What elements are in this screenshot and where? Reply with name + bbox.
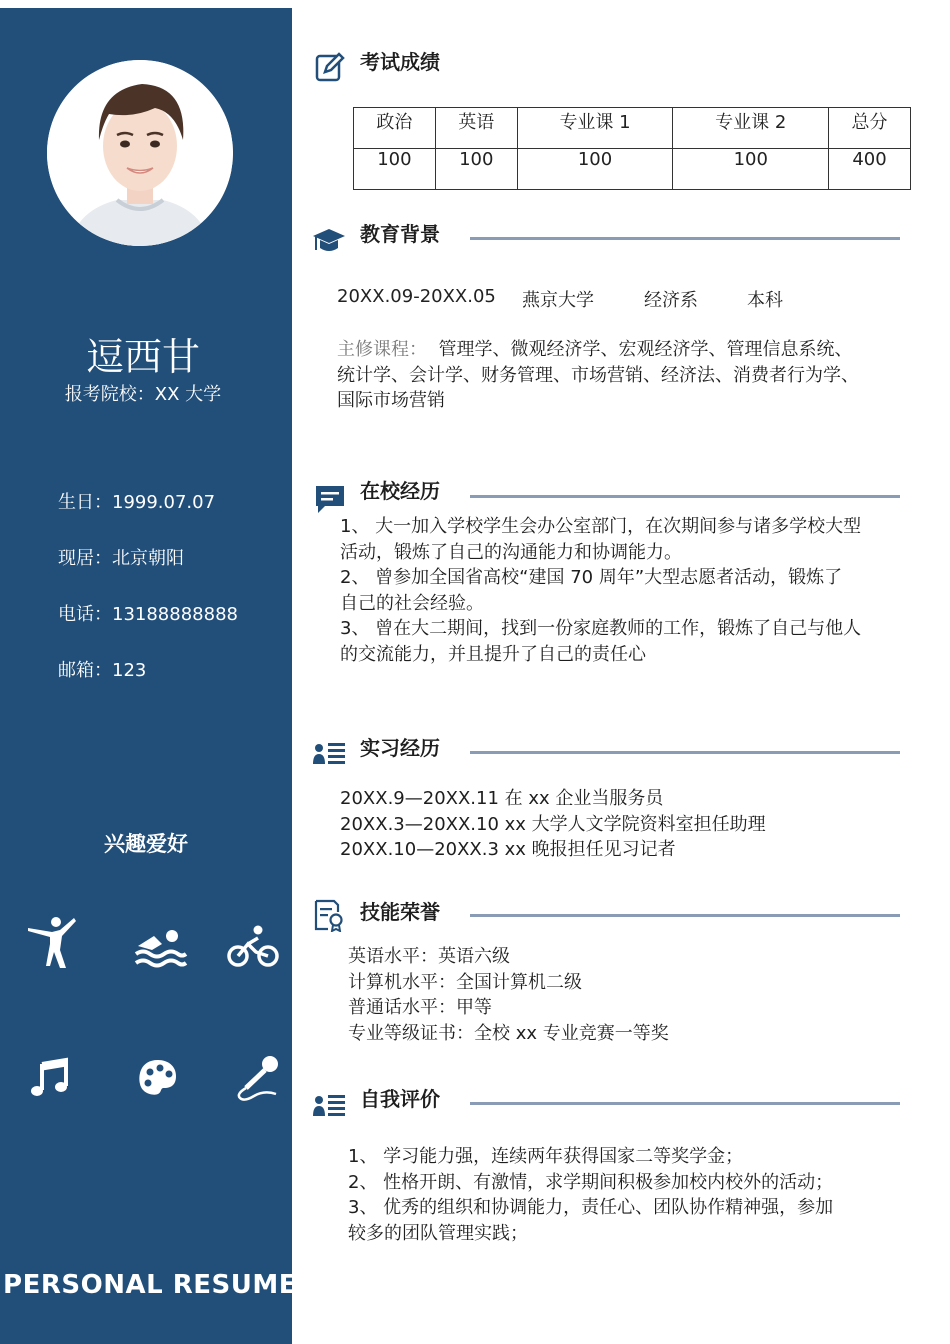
phone: 电话：13188888888 <box>58 604 238 625</box>
footer-title: PERSONAL RESUME <box>3 1270 297 1300</box>
list-item: 普通话水平：甲等 <box>348 997 492 1018</box>
list-item: 活动，锻炼了自己的沟通能力和协调能力。 <box>340 541 682 563</box>
education-courses <box>337 337 917 414</box>
list-item: 2、 性格开朗、有激情，求学期间积极参加校内校外的活动； <box>348 1171 834 1193</box>
table-cell: 400 <box>829 149 911 190</box>
profile-list-icon <box>312 1088 346 1122</box>
birthday: 生日：1999.07.07 <box>58 492 216 513</box>
palette-icon <box>128 1048 188 1108</box>
list-item: 3、 优秀的组织和协调能力，责任心、团队协作精神强，参加 <box>348 1197 834 1218</box>
section-divider <box>470 1102 900 1105</box>
sidebar <box>0 8 297 1344</box>
table-cell: 100 <box>435 149 517 190</box>
list-item: 20XX.3—20XX.10 xx 大学人文学院资料室担任助理 <box>340 813 766 835</box>
table-cell: 100 <box>517 149 673 190</box>
courses-line: 统计学、会计学、财务管理、市场营销、经济法、消费者行为学、 <box>337 364 859 386</box>
certificate-icon <box>312 898 346 932</box>
chat-icon <box>313 482 347 516</box>
self-eval-section-title: 自我评价 <box>360 1087 440 1111</box>
courses-text: 管理学、微观经济学、宏观经济学、管理信息系统、 <box>438 339 853 360</box>
courses-line: 国际市场营销 <box>337 390 445 411</box>
courses-label: 主修课程： <box>337 339 427 360</box>
hobby-title: 兴趣爱好 <box>104 832 188 856</box>
table-header-cell: 政治 <box>354 108 436 149</box>
education-period: 20XX.09-20XX.05 <box>337 286 496 307</box>
swimming-icon <box>130 916 190 976</box>
table-header-cell: 专业课 1 <box>517 108 673 149</box>
table-cell: 100 <box>673 149 829 190</box>
candidate-name: 逗西甘 <box>85 335 200 379</box>
profile-list-icon <box>312 736 346 770</box>
list-item: 英语水平：英语六级 <box>348 946 510 967</box>
list-item: 计算机水平：全国计算机二级 <box>348 971 582 993</box>
avatar <box>47 60 233 246</box>
exam-section-title: 考试成绩 <box>360 50 440 74</box>
avatar-portrait <box>47 60 233 246</box>
campus-experience <box>340 514 915 667</box>
campus-section-title: 在校经历 <box>360 479 440 503</box>
table-header-cell: 专业课 2 <box>673 108 829 149</box>
list-item: 20XX.10—20XX.3 xx 晚报担任见习记者 <box>340 839 676 860</box>
music-icon <box>22 1048 82 1108</box>
edit-icon <box>313 50 347 84</box>
table-header-cell: 总分 <box>829 108 911 149</box>
list-item: 20XX.9—20XX.11 在 xx 企业当服务员 <box>340 788 664 809</box>
list-item: 2、 曾参加全国省高校“建国 70 周年”大型志愿者活动，锻炼了 <box>340 567 843 588</box>
list-item: 的交流能力，并且提升了自己的责任心 <box>340 643 646 665</box>
cycling-icon <box>224 920 284 980</box>
list-item: 自己的社会经验。 <box>340 592 484 614</box>
courses-line <box>337 337 917 363</box>
email: 邮箱：123 <box>58 660 147 681</box>
education-degree: 本科 <box>747 290 783 311</box>
table-row <box>354 108 911 149</box>
graduation-cap-icon <box>312 224 346 258</box>
list-item: 1、 大一加入学校学生会办公室部门，在次期间参与诸多学校大型 <box>340 516 862 537</box>
skills-list <box>348 944 918 1046</box>
exam-score-table <box>353 107 911 190</box>
list-item: 3、 曾在大二期间，找到一份家庭教师的工作，锻炼了自己与他人 <box>340 618 862 639</box>
table-row <box>354 149 911 190</box>
internship-section-title: 实习经历 <box>360 736 440 760</box>
education-department: 经济系 <box>644 290 698 311</box>
education-university: 燕京大学 <box>522 290 594 311</box>
table-cell: 100 <box>354 149 436 190</box>
list-item: 1、 学习能力强，连续两年获得国家二等奖学金； <box>348 1146 744 1167</box>
section-divider <box>470 495 900 498</box>
yoga-icon <box>22 910 82 970</box>
section-divider <box>470 237 900 240</box>
target-school: 报考院校：XX 大学 <box>64 384 222 405</box>
section-divider <box>470 914 900 917</box>
self-evaluation <box>348 1144 918 1246</box>
section-divider <box>470 751 900 754</box>
internship-experience <box>340 786 915 863</box>
education-section-title: 教育背景 <box>360 222 440 246</box>
residence: 现居：北京朝阳 <box>58 548 184 569</box>
microphone-icon <box>232 1048 292 1108</box>
list-item: 专业等级证书：全校 xx 专业竞赛一等奖 <box>348 1022 669 1044</box>
table-header-cell: 英语 <box>435 108 517 149</box>
list-item: 较多的团队管理实践； <box>348 1222 528 1244</box>
skills-section-title: 技能荣誉 <box>360 900 440 924</box>
